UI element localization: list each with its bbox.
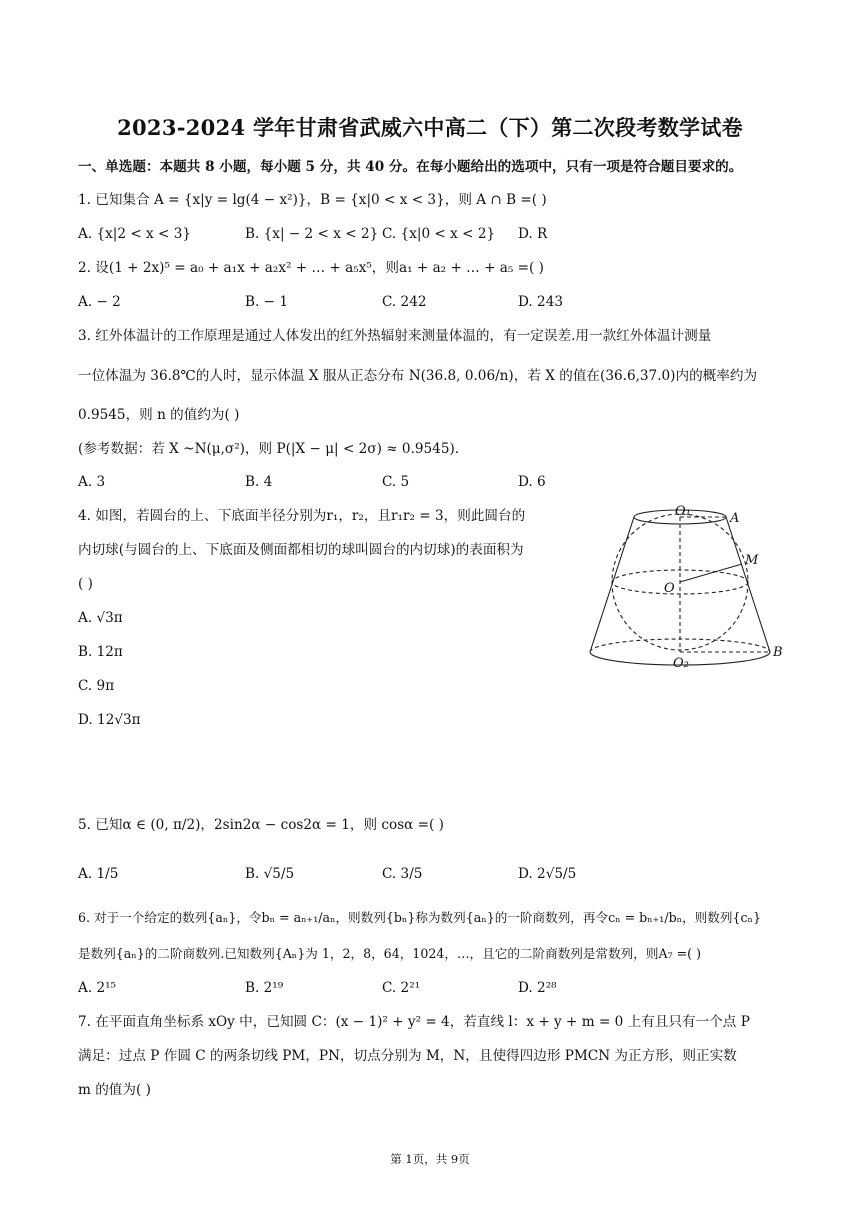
question-4-option-d: D. 12√3π bbox=[78, 712, 141, 728]
question-3-option-d: D. 6 bbox=[518, 474, 546, 490]
question-1-option-c: C. {x|0 < x < 2} bbox=[382, 226, 496, 242]
label-m: M bbox=[745, 553, 759, 568]
question-7-line-1: 7. 在平面直角坐标系 xOy 中，已知圆 C：(x − 1)² + y² = 4，若直线 l：x + y + m = 0 上有且只有一个点 P bbox=[78, 1014, 750, 1030]
page-footer: 第 1页，共 9页 bbox=[390, 1152, 470, 1166]
question-3-line-1: 3. 红外体温计的工作原理是通过人体发出的红外热辐射来测量体温的，有一定误差.用一款红外体温计测量 bbox=[78, 328, 712, 344]
question-5-stem: 5. 已知α ∈ (0, π/2)，2sin2α − cos2α = 1，则 cosα =( ) bbox=[78, 817, 444, 833]
question-2-stem: 2. 设(1 + 2x)⁵ = a₀ + a₁x + a₂x² + … + a₅x⁵，则a₁ + a₂ + … + a₅ =( ) bbox=[78, 260, 544, 276]
question-2-option-b: B. − 1 bbox=[245, 294, 288, 310]
question-5-option-d: D. 2√5/5 bbox=[518, 866, 577, 882]
label-a: A bbox=[730, 511, 740, 526]
question-4-line-3: ( ) bbox=[78, 576, 93, 592]
question-4-line-2: 内切球(与圆台的上、下底面及侧面都相切的球叫圆台的内切球)的表面积为 bbox=[78, 542, 524, 558]
question-6-option-d: D. 2²⁸ bbox=[518, 980, 557, 996]
question-5-option-a: A. 1/5 bbox=[78, 866, 119, 882]
question-1-option-a: A. {x|2 < x < 3} bbox=[78, 226, 192, 242]
question-4-option-b: B. 12π bbox=[78, 644, 123, 660]
question-3-option-c: C. 5 bbox=[382, 474, 410, 490]
question-6-option-c: C. 2²¹ bbox=[382, 980, 421, 996]
question-3-option-a: A. 3 bbox=[78, 474, 106, 490]
question-6-line-2: 是数列{aₙ}的二阶商数列.已知数列{Aₙ}为 1，2，8，64，1024，…，且它的二阶商数列是常数列，则A₇ =( ) bbox=[78, 946, 701, 961]
question-4-option-c: C. 9π bbox=[78, 678, 115, 694]
question-5-option-c: C. 3/5 bbox=[382, 866, 423, 882]
section-heading: 一、单选题：本题共 8 小题，每小题 5 分，共 40 分。在每小题给出的选项中，只有一项是符合题目要求的。 bbox=[78, 159, 743, 175]
question-6-option-a: A. 2¹⁵ bbox=[78, 980, 117, 996]
question-7-line-3: m 的值为( ) bbox=[78, 1082, 151, 1098]
question-1-option-d: D. R bbox=[518, 226, 548, 242]
question-2-option-d: D. 243 bbox=[518, 294, 564, 310]
question-3-line-3: 0.9545，则 n 的值约为( ) bbox=[78, 407, 240, 423]
frustum-sphere-figure bbox=[582, 502, 792, 682]
question-4-option-a: A. √3π bbox=[78, 610, 123, 626]
question-1-option-b: B. {x| − 2 < x < 2} bbox=[245, 226, 379, 242]
label-o: O bbox=[664, 581, 675, 596]
question-3-option-b: B. 4 bbox=[245, 474, 273, 490]
question-1-stem: 1. 已知集合 A = {x|y = lg(4 − x²)}，B = {x|0 < x < 3}，则 A ∩ B =( ) bbox=[78, 192, 547, 208]
question-2-option-c: C. 242 bbox=[382, 294, 427, 310]
label-o1: O₁ bbox=[675, 504, 691, 519]
exam-title: 2023-2024 学年甘肃省武威六中高二（下）第二次段考数学试卷 bbox=[117, 115, 743, 140]
question-3-reference: (参考数据：若 X ~N(μ,σ²)，则 P(|X − μ| < 2σ) ≈ 0.9545). bbox=[78, 441, 460, 457]
label-b: B bbox=[773, 645, 783, 660]
question-3-line-2: 一位体温为 36.8℃的人时，显示体温 X 服从正态分布 N(36.8, 0.06/n)，若 X 的值在(36.6,37.0)内的概率约为 bbox=[78, 368, 758, 384]
question-6-option-b: B. 2¹⁹ bbox=[245, 980, 284, 996]
question-4-line-1: 4. 如图，若圆台的上、下底面半径分别为r₁，r₂，且r₁r₂ = 3，则此圆台的 bbox=[78, 508, 526, 524]
question-6-line-1: 6. 对于一个给定的数列{aₙ}，令bₙ = aₙ₊₁/aₙ，则数列{bₙ}称为数列{aₙ}的一阶商数列，再令cₙ = bₙ₊₁/bₙ，则数列{cₙ} bbox=[78, 910, 761, 925]
question-5-option-b: B. √5/5 bbox=[245, 866, 295, 882]
question-2-option-a: A. − 2 bbox=[78, 294, 121, 310]
label-o2: O₂ bbox=[673, 656, 689, 671]
question-7-line-2: 满足：过点 P 作圆 C 的两条切线 PM，PN，切点分别为 M，N，且使得四边形 PMCN 为正方形，则正实数 bbox=[78, 1048, 737, 1064]
radius-om bbox=[680, 564, 742, 582]
